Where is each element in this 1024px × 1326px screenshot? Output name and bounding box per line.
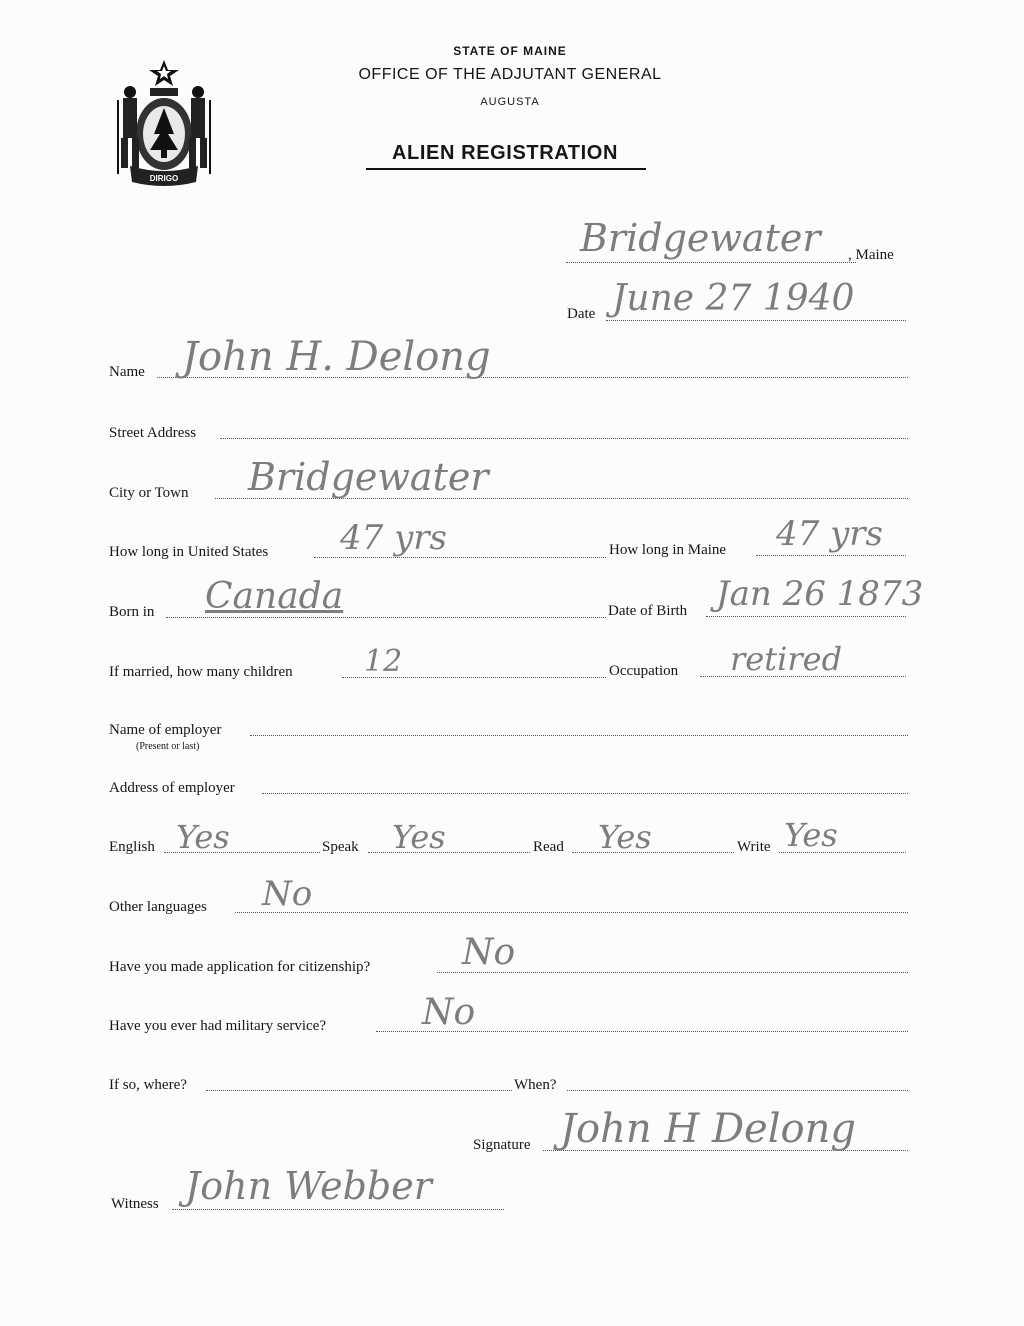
date-label: Date bbox=[567, 306, 596, 322]
children-label: If married, how many children bbox=[109, 664, 293, 680]
children-value[interactable]: 12 bbox=[364, 644, 403, 679]
read-label: Read bbox=[533, 839, 564, 855]
employer-address-line bbox=[262, 793, 908, 794]
signature-label: Signature bbox=[473, 1137, 531, 1153]
occupation-label: Occupation bbox=[609, 663, 679, 679]
speak-label: Speak bbox=[322, 839, 359, 855]
other-lang-line bbox=[235, 912, 908, 913]
military-label: Have you ever had military service? bbox=[109, 1018, 326, 1034]
other-lang-label: Other languages bbox=[109, 899, 207, 915]
form-title: ALIEN REGISTRATION bbox=[392, 142, 618, 164]
citizenship-label: Have you made application for citizenship? bbox=[109, 959, 371, 975]
us-value[interactable]: 47 yrs bbox=[340, 518, 447, 558]
employer-address-label: Address of employer bbox=[109, 780, 235, 796]
when-line bbox=[567, 1090, 908, 1091]
maine-label: How long in Maine bbox=[609, 542, 727, 558]
seal-motto: DIRIGO bbox=[149, 174, 179, 183]
occupation-value[interactable]: retired bbox=[730, 640, 843, 678]
maine-line bbox=[756, 555, 906, 556]
witness-value[interactable]: John Webber bbox=[185, 1164, 432, 1208]
employer-label: Name of employer bbox=[109, 722, 222, 738]
where-label: If so, where? bbox=[109, 1077, 187, 1093]
title-underline bbox=[366, 168, 646, 170]
english-value[interactable]: Yes bbox=[176, 818, 230, 856]
employer-note: (Present or last) bbox=[136, 741, 200, 752]
name-value[interactable]: John H. Delong bbox=[182, 334, 491, 380]
military-value[interactable]: No bbox=[422, 992, 476, 1033]
english-label: English bbox=[109, 839, 155, 855]
signature-value[interactable]: John H Delong bbox=[560, 1106, 856, 1152]
write-value[interactable]: Yes bbox=[784, 816, 838, 854]
where-line bbox=[206, 1090, 512, 1091]
maine-state-seal bbox=[108, 54, 220, 188]
place-line bbox=[566, 262, 856, 263]
witness-label: Witness bbox=[111, 1196, 159, 1212]
dob-label: Date of Birth bbox=[608, 603, 688, 619]
born-value[interactable]: Canada bbox=[205, 576, 344, 617]
born-line bbox=[166, 617, 606, 618]
name-label: Name bbox=[109, 364, 145, 380]
born-label: Born in bbox=[109, 604, 155, 620]
street-line bbox=[220, 438, 908, 439]
read-line bbox=[572, 852, 734, 853]
date-line bbox=[606, 320, 906, 321]
speak-value[interactable]: Yes bbox=[392, 818, 446, 856]
write-label: Write bbox=[737, 839, 771, 855]
dob-value[interactable]: Jan 26 1873 bbox=[716, 574, 924, 614]
citizenship-value[interactable]: No bbox=[462, 932, 516, 973]
office-heading: OFFICE OF THE ADJUTANT GENERAL bbox=[358, 66, 662, 83]
other-lang-value[interactable]: No bbox=[262, 874, 313, 914]
street-label: Street Address bbox=[109, 425, 197, 441]
employer-line bbox=[250, 735, 908, 736]
state-heading: STATE OF MAINE bbox=[453, 44, 567, 58]
read-value[interactable]: Yes bbox=[598, 818, 652, 856]
witness-line bbox=[172, 1209, 504, 1210]
maine-value[interactable]: 47 yrs bbox=[776, 514, 883, 554]
date-value[interactable]: June 27 1940 bbox=[612, 278, 855, 319]
us-label: How long in United States bbox=[109, 544, 269, 560]
when-label: When? bbox=[514, 1077, 557, 1093]
place-suffix: , Maine bbox=[848, 247, 894, 263]
dob-line bbox=[706, 616, 906, 617]
city-label: City or Town bbox=[109, 485, 189, 501]
city-value[interactable]: Bridgewater bbox=[248, 455, 489, 499]
city-heading: AUGUSTA bbox=[480, 96, 540, 108]
place-value[interactable]: Bridgewater bbox=[580, 216, 821, 260]
